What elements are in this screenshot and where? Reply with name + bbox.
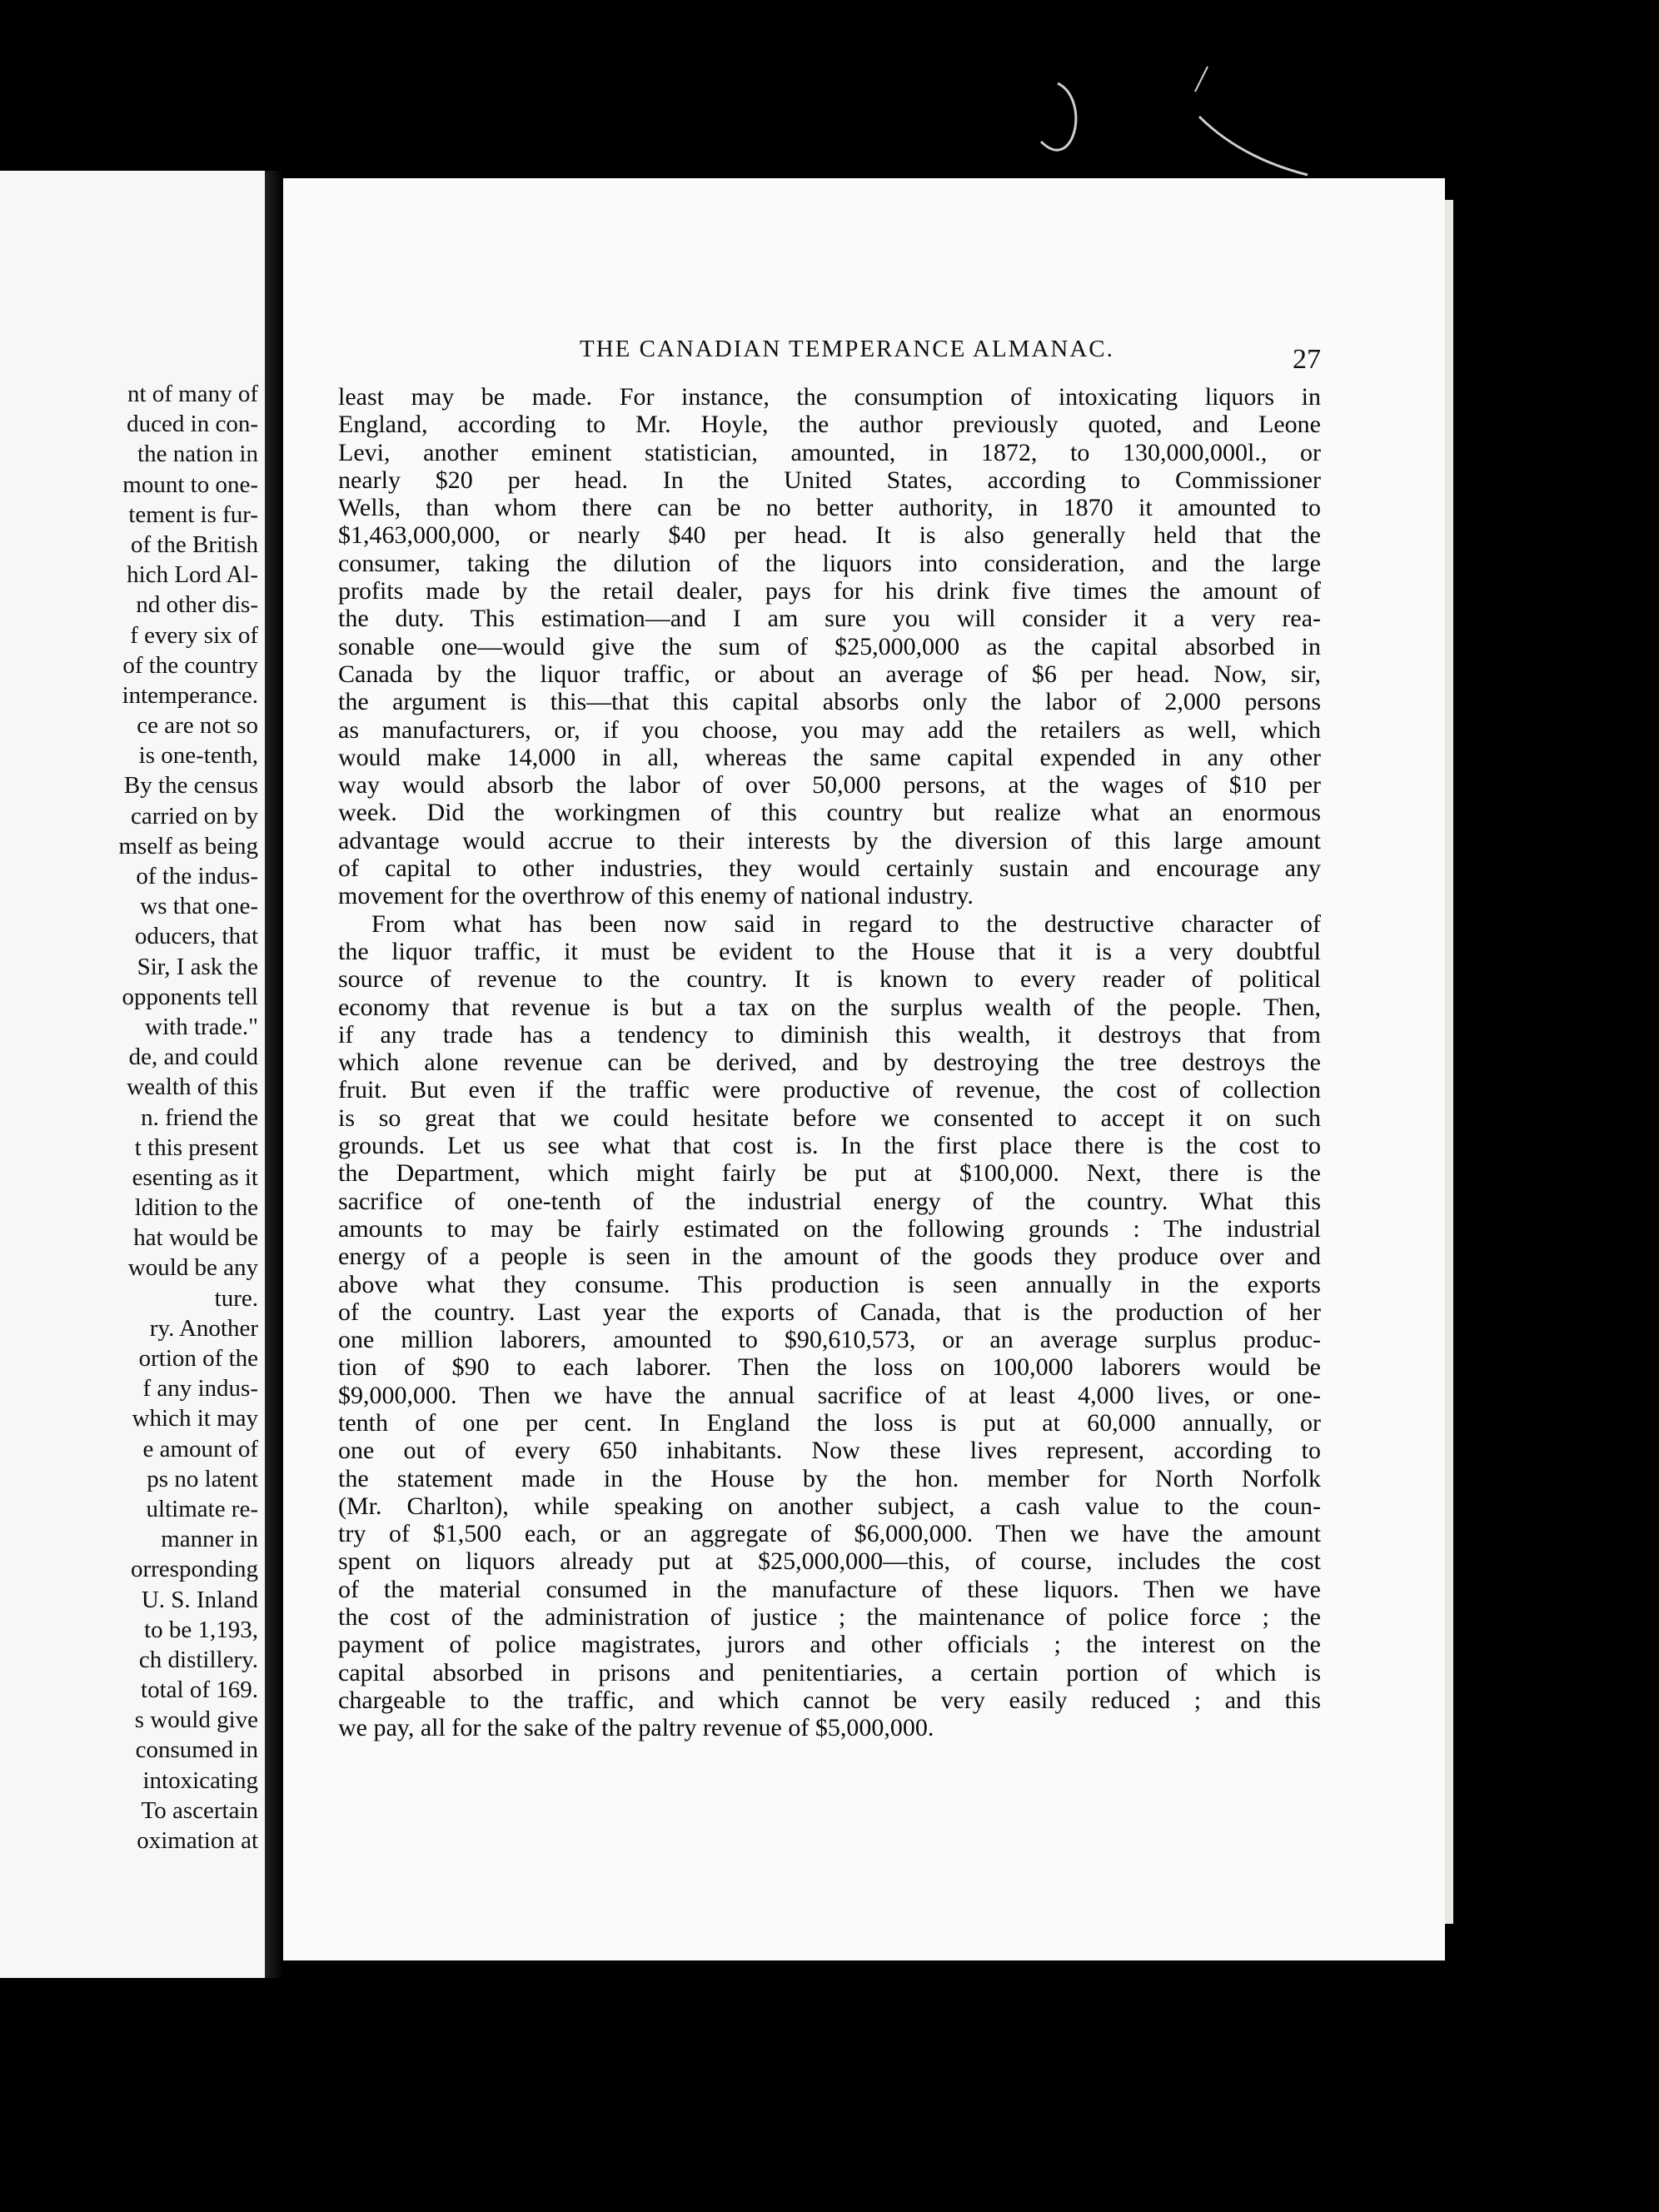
left-page-line: mount to one- (122, 471, 258, 498)
text-line: grounds. Let us see what that cost is. In the first place there is the cost to (338, 1132, 1321, 1160)
left-page-line: tement is fur- (128, 501, 258, 528)
text-line: is so great that we could hesitate before we consented to accept it on such (338, 1104, 1321, 1132)
text-line: of the material consumed in the manufacture of these liquors. Then we have (338, 1575, 1321, 1603)
text-line: try of $1,500 each, or an aggregate of $6,000,000. Then we have the amount (338, 1520, 1321, 1548)
page-edge (1445, 200, 1453, 1924)
text-line: chargeable to the traffic, and which cannot be very easily reduced ; and this (338, 1686, 1321, 1714)
text-line: sonable one—would give the sum of $25,000,000 as the capital absorbed in (338, 632, 1321, 660)
text-line: the argument is this—that this capital absorbs only the labor of 2,000 persons (338, 688, 1321, 716)
left-page-line: orresponding (130, 1556, 258, 1583)
left-page-line: consumed in (135, 1736, 258, 1764)
text-line: week. Did the workingmen of this country but realize what an enormous (338, 799, 1321, 827)
left-page-line: ws that one- (140, 893, 258, 920)
text-line: advantage would accrue to their interests by the diversion of this large amount (338, 826, 1321, 854)
text-line: the duty. This estimation—and I am sure you will consider it a very rea- (338, 605, 1321, 633)
left-page-line: f every six of (130, 621, 258, 649)
text-line: one out of every 650 inhabitants. Now these lives represent, according to (338, 1437, 1321, 1465)
body-text (338, 383, 1321, 1742)
text-line: consumer, taking the dilution of the liquors into consideration, and the large (338, 549, 1321, 577)
left-page-line: wealth of this (127, 1074, 258, 1101)
left-page-line: total of 169. (141, 1676, 258, 1704)
text-line: as manufacturers, or, if you choose, you may add the retailers as well, which (338, 715, 1321, 744)
text-line: spent on liquors already put at $25,000,000—this, of course, includes the cost (338, 1547, 1321, 1576)
left-page-line: nd other dis- (136, 591, 258, 619)
left-page-line: intemperance. (122, 681, 258, 709)
left-page-line: ortion of the (138, 1345, 258, 1372)
left-page-line: U. S. Inland (141, 1586, 258, 1613)
text-line: the statement made in the House by the hon. member for North Norfolk (338, 1464, 1321, 1492)
left-page-line: t this present (134, 1133, 258, 1161)
left-page-line: s would give (134, 1706, 258, 1734)
text-line: the Department, which might fairly be put at $100,000. Next, there is the (338, 1159, 1321, 1188)
running-head: THE CANADIAN TEMPERANCE ALMANAC. (580, 336, 1114, 362)
left-page-line: the nation in (137, 441, 258, 468)
left-page-fragment (0, 171, 265, 1978)
text-line: Canada by the liquor traffic, or about an average of $6 per head. Now, sir, (338, 660, 1321, 688)
text-line: $1,463,000,000, or nearly $40 per head. It is also generally held that the (338, 521, 1321, 550)
left-page-line: is one-tenth, (138, 742, 258, 770)
left-page-line: oducers, that (134, 923, 258, 950)
text-line: we pay, all for the sake of the paltry revenue of $5,000,000. (338, 1714, 934, 1742)
left-page-line: ture. (214, 1284, 258, 1312)
text-line: of the country. Last year the exports of Canada, that is the production of her (338, 1298, 1321, 1326)
text-line: way would absorb the labor of over 50,000 persons, at the wages of $10 per (338, 771, 1321, 800)
left-page-line: ce are not so (137, 712, 258, 740)
scan-artifact (1024, 50, 1382, 183)
left-page-line: ps no latent (147, 1465, 258, 1492)
left-page-line: By the census (123, 772, 258, 800)
left-page-line: of the indus- (136, 863, 258, 889)
left-page-line: hich Lord Al- (127, 561, 258, 589)
left-page-line: with trade." (145, 1013, 258, 1040)
text-line: From what has been now said in regard to the destructive character of (371, 909, 1321, 938)
left-page-line: n. friend the (141, 1104, 258, 1131)
page-number: 27 (1293, 344, 1321, 375)
text-line: least may be made. For instance, the consumption of intoxicating liquors in (338, 383, 1321, 411)
text-line: the cost of the administration of justice ; the maintenance of police force ; the (338, 1603, 1321, 1632)
text-line: $9,000,000. Then we have the annual sacrifice of at least 4,000 lives, or one- (338, 1381, 1321, 1409)
text-line: if any trade has a tendency to diminish this wealth, it destroys that from (338, 1020, 1321, 1049)
text-line: would make 14,000 in all, whereas the same capital expended in any other (338, 743, 1321, 771)
left-page-line: mself as being (118, 832, 258, 859)
text-line: England, according to Mr. Hoyle, the author previously quoted, and Leone (338, 411, 1321, 439)
text-line: which alone revenue can be derived, and by destroying the tree destroys the (338, 1049, 1321, 1077)
text-line: tenth of one per cent. In England the loss is put at 60,000 annually, or (338, 1408, 1321, 1437)
left-page-line: duced in con- (127, 411, 258, 438)
text-line: movement for the overthrow of this enemy of national industry. (338, 882, 974, 910)
left-page-line: would be any (127, 1254, 258, 1282)
text-line: nearly $20 per head. In the United States, according to Commissioner (338, 466, 1321, 494)
left-page-line: nt of many of (127, 381, 258, 407)
left-page-text (0, 379, 258, 1856)
left-page-line: oximation at (137, 1827, 258, 1854)
text-line: capital absorbed in prisons and penitentiaries, a certain portion of which is (338, 1658, 1321, 1686)
left-page-line: hat would be (133, 1224, 258, 1252)
book-gutter (265, 171, 283, 1978)
left-page-line: opponents tell (122, 983, 258, 1010)
text-line: profits made by the retail dealer, pays for his drink five times the amount of (338, 577, 1321, 605)
text-line: source of revenue to the country. It is known to every reader of political (338, 965, 1321, 994)
left-page-line: of the British (130, 531, 258, 558)
left-page-line: e amount of (142, 1435, 258, 1462)
text-line: fruit. But even if the traffic were productive of revenue, the cost of collection (338, 1076, 1321, 1104)
text-line: sacrifice of one-tenth of the industrial energy of the country. What this (338, 1187, 1321, 1215)
text-line: tion of $90 to each laborer. Then the loss on 100,000 laborers would be (338, 1353, 1321, 1382)
left-page-line: ry. Another (149, 1314, 258, 1342)
left-page-line: To ascertain (141, 1796, 258, 1824)
left-page-line: f any indus- (142, 1375, 258, 1402)
text-line: Wells, than whom there can be no better authority, in 1870 it amounted to (338, 494, 1321, 522)
left-page-line: which it may (132, 1405, 258, 1432)
text-line: (Mr. Charlton), while speaking on another subject, a cash value to the coun- (338, 1492, 1321, 1520)
left-page-line: carried on by (131, 802, 258, 830)
text-line: the liquor traffic, it must be evident to the House that it is a very doubtful (338, 937, 1321, 965)
text-line: of capital to other industries, they would certainly sustain and encourage any (338, 854, 1321, 883)
left-page-line: de, and could (128, 1044, 258, 1071)
left-page-line: of the country (122, 651, 258, 679)
text-line: economy that revenue is but a tax on the surplus wealth of the people. Then, (338, 993, 1321, 1021)
left-page-line: ultimate re- (146, 1495, 258, 1522)
text-line: payment of police magistrates, jurors and other officials ; the interest on the (338, 1631, 1321, 1659)
left-page-line: to be 1,193, (144, 1616, 258, 1643)
left-page-line: Sir, I ask the (137, 953, 258, 980)
text-line: above what they consume. This production is seen annually in the exports (338, 1270, 1321, 1298)
left-page-line: ch distillery. (138, 1646, 258, 1673)
left-page-line: intoxicating (142, 1766, 258, 1794)
text-line: one million laborers, amounted to $90,610,573, or an average surplus produc- (338, 1326, 1321, 1354)
text-line: amounts to may be fairly estimated on the following grounds : The industrial (338, 1214, 1321, 1243)
left-page-line: manner in (161, 1526, 258, 1553)
left-page-line: esenting as it (132, 1163, 258, 1191)
text-line: Levi, another eminent statistician, amounted, in 1872, to 130,000,000l., or (338, 438, 1321, 466)
left-page-line: ldition to the (134, 1194, 258, 1222)
text-line: energy of a people is seen in the amount of the goods they produce over and (338, 1243, 1321, 1271)
